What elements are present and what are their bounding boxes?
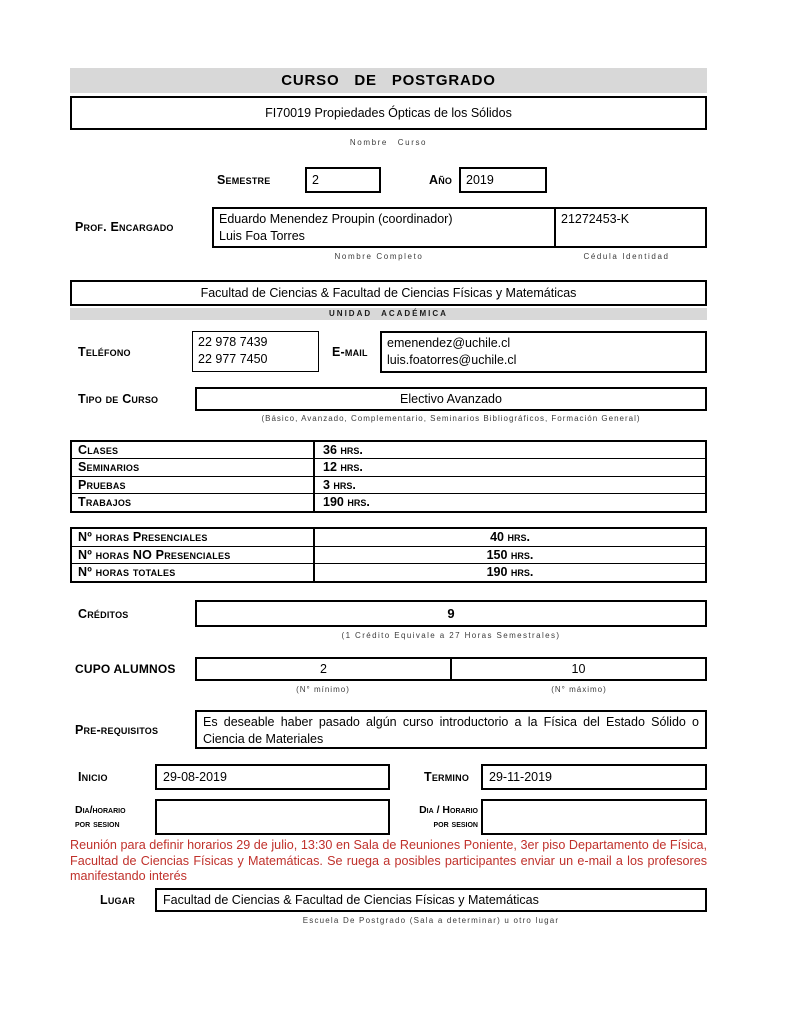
- session-right-field: [481, 799, 707, 835]
- row-label: Seminarios: [72, 459, 315, 475]
- academic-unit-value: Facultad de Ciencias & Facultad de Ciencias Físicas y Matemáticas: [200, 286, 577, 300]
- course-type-caption: (Básico, Avanzado, Complementario, Seminarios Bibliográficos, Formación General): [261, 414, 641, 423]
- credits-label: Créditos: [78, 606, 129, 621]
- academic-unit-caption: UNIDAD ACADÉMICA: [70, 308, 707, 320]
- email-line2: luis.foatorres@uchile.cl: [387, 353, 517, 367]
- professor-name-line2: Luis Foa Torres: [219, 229, 305, 243]
- end-field: [481, 764, 707, 790]
- semester-label: Semestre: [217, 173, 271, 187]
- session-left-label-line2: por sesion: [75, 818, 120, 830]
- location-field: [155, 888, 707, 912]
- credits-caption: (1 Crédito Equivale a 27 Horas Semestrales): [341, 631, 561, 640]
- session-right-label-line1: Dia / Horario: [419, 804, 478, 816]
- professor-id-caption: Cédula Identidad: [583, 252, 670, 261]
- enrollment-min-caption: (N° mínimo): [296, 685, 350, 694]
- phone-label: Teléfono: [78, 344, 131, 359]
- year-value: 2019: [466, 173, 494, 187]
- semester-field: [305, 167, 381, 193]
- professor-label: Prof. Encargado: [75, 220, 174, 234]
- row-label: Clases: [72, 442, 315, 458]
- start-label: Inicio: [78, 770, 108, 784]
- table-row: [72, 493, 705, 510]
- session-left-label-line1: Dia/horario: [75, 804, 126, 816]
- page-title: CURSO DE POSTGRADO: [70, 68, 707, 93]
- row-label: Nº horas NO Presenciales: [72, 547, 315, 564]
- row-value: 12 hrs.: [323, 460, 363, 475]
- prerequisites-field: Es deseable haber pasado algún curso introductorio a la Física del Estado Sólido o Ciencia de Materiales: [195, 710, 707, 749]
- enrollment-min-value: 2: [197, 659, 452, 679]
- course-name-caption: Nombre Curso: [349, 138, 428, 147]
- table-row: [72, 476, 705, 493]
- credits-value: 9: [447, 606, 455, 621]
- professor-id-value: 21272453-K: [561, 212, 630, 226]
- end-label: Termino: [424, 770, 470, 784]
- professor-id-field: [556, 209, 705, 246]
- enrollment-max-value: 10: [571, 662, 586, 676]
- email-field: [380, 331, 707, 373]
- course-name-field: [70, 96, 707, 130]
- row-label: Pruebas: [72, 477, 315, 493]
- professor-fields: [212, 207, 707, 248]
- email-label: E-mail: [332, 344, 368, 359]
- row-value: 190 hrs.: [323, 495, 370, 510]
- professor-name-field: [214, 209, 556, 246]
- row-value: 150 hrs.: [486, 547, 534, 562]
- course-type-value: Electivo Avanzado: [400, 392, 502, 406]
- row-value: 3 hrs.: [323, 477, 356, 492]
- session-right-label: [386, 803, 478, 831]
- prerequisites-label: Pre-requisitos: [75, 722, 159, 737]
- year-field: [459, 167, 547, 193]
- location-label: Lugar: [100, 893, 136, 907]
- table-row: [72, 442, 705, 458]
- session-right-label-line2: por sesion: [433, 818, 478, 830]
- row-value: 40 hrs.: [490, 530, 530, 544]
- session-left-field: [155, 799, 390, 835]
- hours-totals-table: [70, 527, 707, 583]
- credits-field: [195, 600, 707, 627]
- row-value: 36 hrs.: [323, 443, 363, 457]
- phone-field: [192, 331, 319, 372]
- enrollment-max-caption: (N° máximo): [551, 685, 607, 694]
- phone-line1: 22 978 7439: [198, 335, 268, 349]
- enrollment-fields: [195, 657, 707, 681]
- meeting-note: Reunión para definir horarios 29 de julio, 13:30 en Sala de Reuniones Poniente, 3er piso Departamento de Física, Facultad de Ciencias Físicas y Matemáticas. Se ruega a posibles participantes enviar un e-mail a los profesores manifestando interés: [70, 838, 707, 884]
- semester-value: 2: [312, 173, 319, 187]
- table-row: [72, 529, 705, 546]
- academic-unit-field: [70, 280, 707, 306]
- start-value: 29-08-2019: [163, 770, 227, 784]
- course-name-value: FI70019 Propiedades Ópticas de los Sólidos: [265, 106, 512, 120]
- location-caption: Escuela De Postgrado (Sala a determinar) u otro lugar: [302, 916, 560, 925]
- email-line1: emenendez@uchile.cl: [387, 336, 511, 350]
- session-left-label: [75, 803, 153, 831]
- row-label: Nº horas Presenciales: [72, 529, 315, 546]
- course-type-label: Tipo de Curso: [78, 392, 159, 406]
- phone-line2: 22 977 7450: [198, 352, 268, 366]
- row-value: 190 hrs.: [486, 565, 534, 580]
- professor-name-caption: Nombre Completo: [334, 252, 424, 261]
- table-row: [72, 546, 705, 564]
- row-label: Trabajos: [72, 494, 315, 510]
- end-value: 29-11-2019: [489, 770, 553, 784]
- table-row: [72, 458, 705, 475]
- hours-breakdown-table: [70, 440, 707, 513]
- table-row: [72, 563, 705, 581]
- row-label: Nº horas totales: [72, 564, 315, 581]
- course-type-field: [195, 387, 707, 411]
- professor-name-line1: Eduardo Menendez Proupin (coordinador): [219, 212, 453, 226]
- start-field: [155, 764, 390, 790]
- enrollment-label: CUPO ALUMNOS: [75, 662, 176, 676]
- location-value: Facultad de Ciencias & Facultad de Ciencias Físicas y Matemáticas: [163, 893, 539, 907]
- year-label: Año: [429, 173, 453, 187]
